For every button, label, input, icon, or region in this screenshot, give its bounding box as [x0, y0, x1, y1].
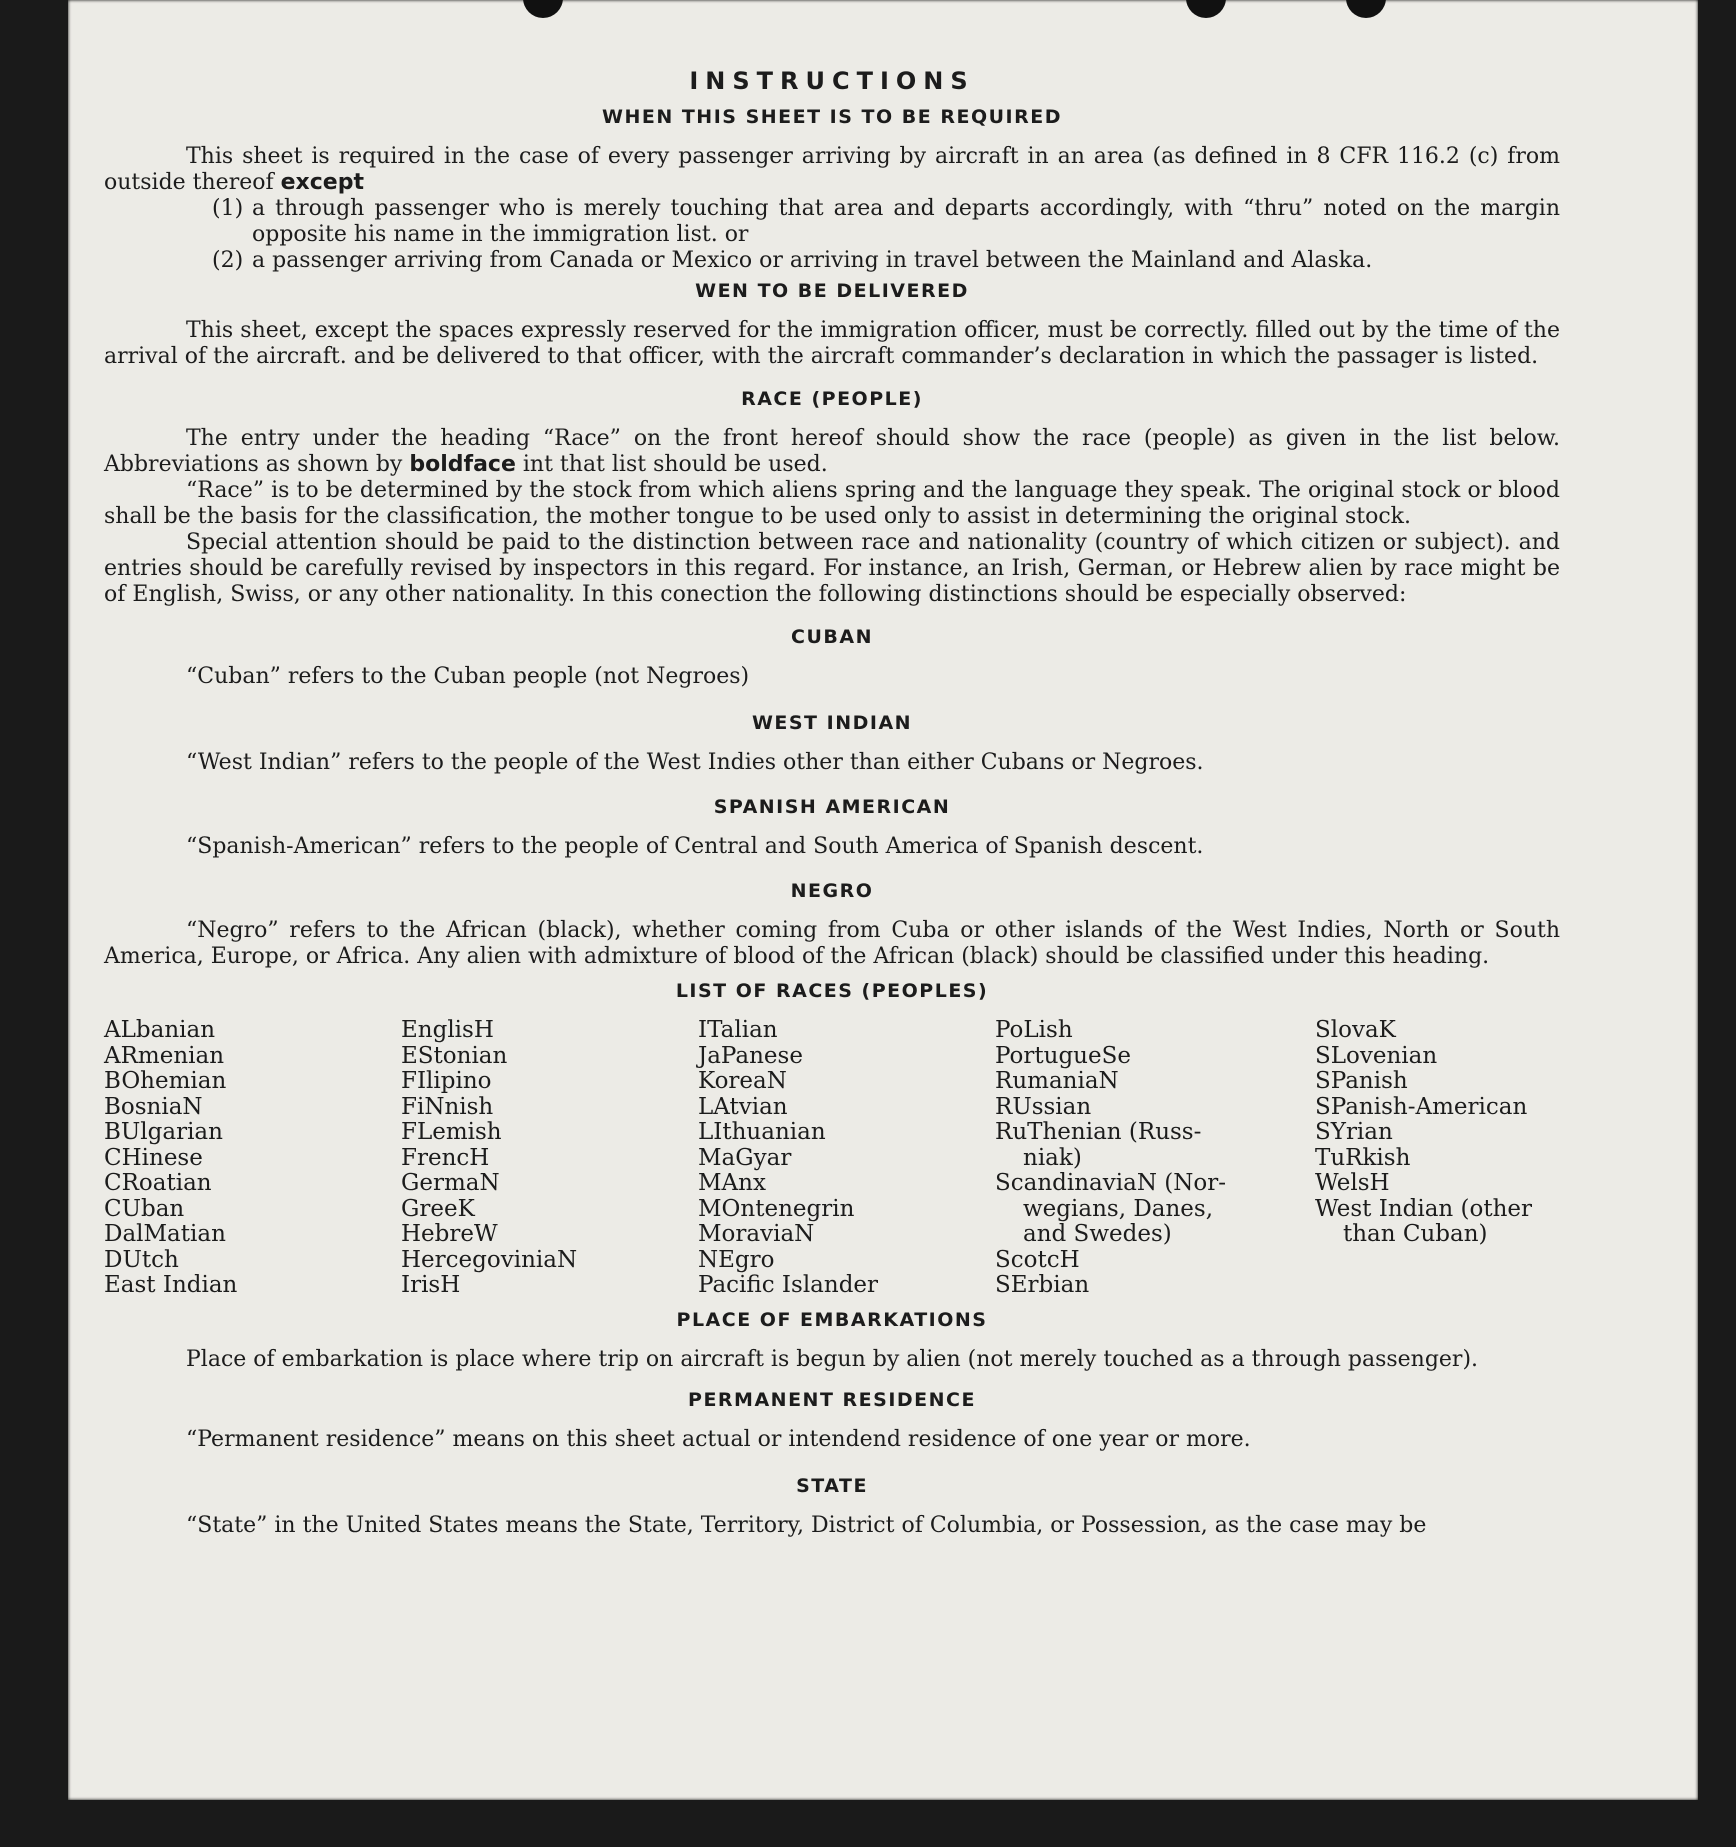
list-item: RuThenian (Russ-: [995, 1119, 1202, 1145]
list-item: SlovaK: [1315, 1017, 1396, 1043]
delivered-text: This sheet, except the spaces expressly reserved for the immigration officer, must be correctly. filled out by the time of the arrival of the aircraft. and be delivered to that officer, with the aircraft commander’s declaration in which the passager is listed.: [104, 318, 1560, 369]
cuban-text: “Cuban” refers to the Cuban people (not Negroes): [186, 664, 750, 689]
punch-hole: [1186, 0, 1226, 18]
list-item: ARmenian: [104, 1042, 225, 1069]
required-intro: This sheet is required in the case of every passenger arriving by aircraft in an area (as defined in 8 CFR 116.2 (c) from outside thereof except: [104, 144, 1560, 195]
section-heading-race: RACE (PEOPLE): [741, 388, 923, 410]
section-heading-state: STATE: [796, 1474, 868, 1497]
list-item: JaPanese: [698, 1042, 803, 1069]
permanent-residence-text: “Permanent residence” means on this sheet actual or intendend residence of one year or more.: [186, 1426, 1251, 1452]
list-item: MaGyar: [698, 1144, 792, 1171]
west-indian-text: “West Indian” refers to the people of the West Indies other than either Cubans or Negroes.: [186, 750, 1204, 775]
list-item: than Cuban): [1343, 1221, 1488, 1247]
section-heading-negro: NEGRO: [790, 880, 874, 902]
section-heading-cuban: CUBAN: [791, 626, 873, 648]
punch-hole: [1346, 0, 1386, 18]
list-item: BosniaN: [104, 1093, 203, 1120]
races-column-5: [1315, 1018, 1560, 1299]
list-item: FIlipino: [401, 1068, 492, 1094]
list-item: ALbanian: [104, 1017, 216, 1043]
spanish-american-text: “Spanish-American” refers to the people of Central and South America of Spanish descent.: [186, 834, 1204, 859]
list-item: DUtch: [104, 1246, 179, 1273]
list-item: HercegoviniaN: [401, 1246, 578, 1273]
races-column-1: [104, 1018, 401, 1299]
list-item: RUssian: [995, 1093, 1092, 1120]
list-item: FLemish: [401, 1119, 502, 1145]
list-item: niak): [1023, 1144, 1082, 1171]
section-heading-required: WHEN THIS SHEET IS TO BE REQUIRED: [601, 106, 1062, 128]
document-content: [104, 60, 1560, 1539]
section-heading-list-of-races: LIST OF RACES (PEOPLES): [675, 980, 989, 1002]
section-heading-spanish-american: SPANISH AMERICAN: [713, 796, 951, 818]
section-heading-west-indian: WEST INDIAN: [751, 712, 913, 734]
embarkation-text: Place of embarkation is place where trip on aircraft is begun by alien (not merely touched as a through passenger).: [186, 1346, 1479, 1372]
document-page: [68, 0, 1698, 1800]
list-item: ScotcH: [995, 1246, 1080, 1273]
punch-hole: [523, 0, 563, 18]
list-item: GreeK: [401, 1195, 475, 1222]
list-item: MAnx: [698, 1170, 766, 1196]
race-paragraph-2: “Race” is to be determined by the stock from which aliens spring and the language they speak. The original stock or blood shall be the basis for the classification, the mother tongue to be used only to assist in determining the original stock.: [104, 478, 1560, 529]
list-item: PoLish: [995, 1017, 1073, 1043]
section-heading-delivered: WEN TO BE DELIVERED: [695, 280, 969, 302]
list-item: WelsH: [1315, 1170, 1390, 1196]
list-item: LAtvian: [698, 1093, 788, 1120]
list-item: (1) a through passenger who is merely touching that area and departs accordingly, with “thru” noted on the margin opposite his name in the immigration list. or: [212, 196, 1560, 247]
list-item: Pacific Islander: [698, 1272, 879, 1298]
race-paragraph-3: Special attention should be paid to the distinction between race and nationality (country of which citizen or subject). and entries should be carefully revised by inspectors in this regard. For instance, an Irish, German, or Hebrew alien by race might be of English, Swiss, or any other nationality. In this conection the following distinctions should be especially observed:: [104, 530, 1560, 607]
list-item: ScandinaviaN (Nor-: [995, 1170, 1226, 1196]
list-item: SLovenian: [1315, 1042, 1438, 1069]
state-text: “State” in the United States means the State, Territory, District of Columbia, or Possession, as the case may be: [186, 1512, 1427, 1538]
except-bold: except: [280, 170, 364, 195]
list-item: and Swedes): [1023, 1221, 1172, 1247]
list-item: EnglisH: [401, 1017, 494, 1043]
races-column-2: [401, 1018, 698, 1299]
race-paragraph-1: The entry under the heading “Race” on the front hereof should show the race (people) as given in the list below. Abbreviations as shown by boldface int that list should be used.: [104, 426, 1560, 477]
list-item: SYrian: [1315, 1119, 1393, 1145]
list-item: PortugueSe: [995, 1042, 1131, 1069]
section-heading-embarkation: PLACE OF EMBARKATIONS: [676, 1308, 988, 1331]
list-item: LIthuanian: [698, 1119, 826, 1145]
boldface-bold: boldface: [409, 452, 516, 477]
list-item: GermaN: [401, 1170, 500, 1196]
races-column-4: [995, 1018, 1315, 1299]
list-item: FrencH: [401, 1144, 490, 1171]
list-item: SPanish-American: [1315, 1093, 1528, 1120]
races-list: [104, 1018, 1560, 1299]
list-item: FiNnish: [401, 1093, 494, 1120]
list-item: CHinese: [104, 1144, 203, 1171]
list-item: BOhemian: [104, 1068, 227, 1094]
list-item: West Indian (other: [1315, 1195, 1533, 1222]
list-item: NEgro: [698, 1246, 775, 1273]
list-item: BUlgarian: [104, 1119, 223, 1145]
list-item: MOntenegrin: [698, 1195, 855, 1222]
list-item: RumaniaN: [995, 1068, 1119, 1094]
list-item: KoreaN: [698, 1068, 787, 1094]
list-item: CUban: [104, 1195, 185, 1222]
list-item: IrisH: [401, 1272, 461, 1298]
list-item: wegians, Danes,: [1023, 1195, 1214, 1222]
races-column-3: [698, 1018, 995, 1299]
list-item: SErbian: [995, 1272, 1090, 1298]
list-item: ITalian: [698, 1017, 778, 1043]
list-item: (2) a passenger arriving from Canada or Mexico or arriving in travel between the Mainland and Alaska.: [212, 248, 1373, 273]
list-item: CRoatian: [104, 1170, 212, 1196]
negro-text: “Negro” refers to the African (black), whether coming from Cuba or other islands of the West Indies, North or South America, Europe, or Africa. Any alien with admixture of blood of the African (black) should be classified under this heading.: [104, 918, 1560, 969]
list-item: SPanish: [1315, 1068, 1408, 1094]
list-item: EStonian: [401, 1042, 508, 1069]
list-item: TuRkish: [1315, 1144, 1411, 1171]
list-item: MoraviaN: [698, 1221, 815, 1247]
list-item: HebreW: [401, 1221, 498, 1247]
list-item: East Indian: [104, 1272, 238, 1298]
section-heading-permanent-residence: PERMANENT RESIDENCE: [688, 1388, 976, 1411]
list-item: DalMatian: [104, 1221, 226, 1247]
page-title: INSTRUCTIONS: [689, 67, 975, 95]
